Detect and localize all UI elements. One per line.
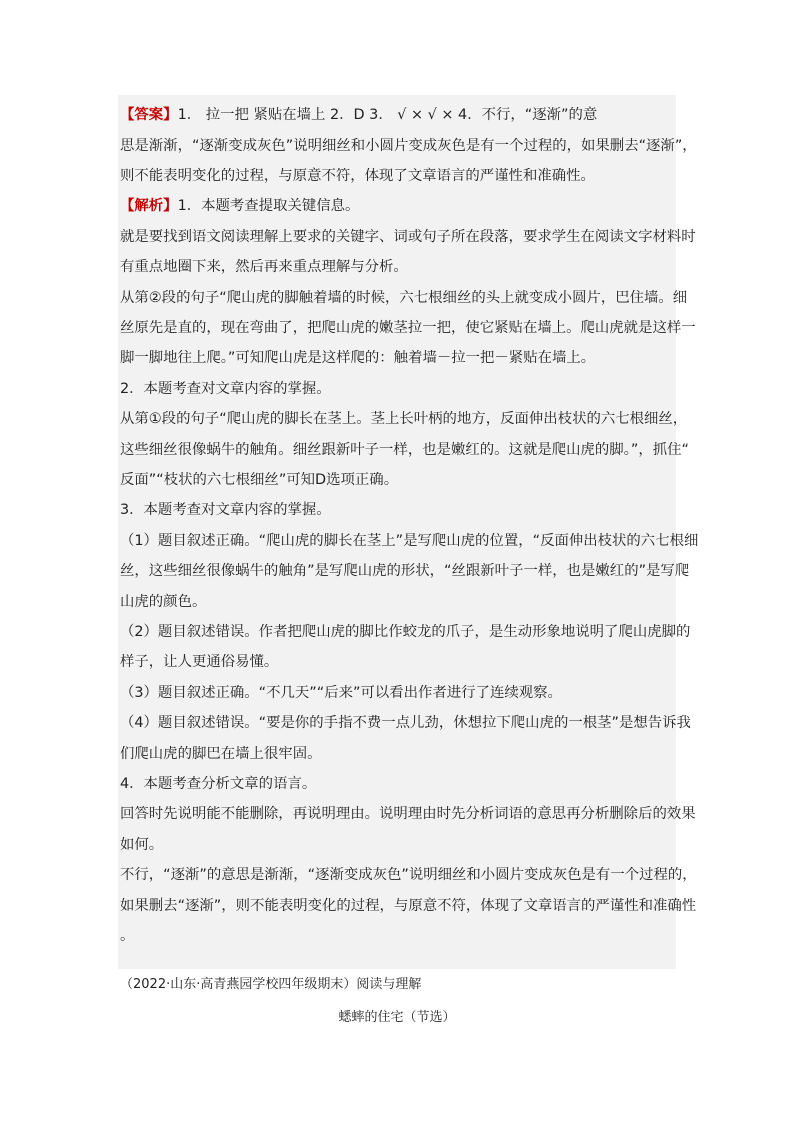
- analysis-text-line: 丝原先是直的，现在弯曲了，把爬山虎的嫩茎拉一把，使它紧贴在墙上。爬山虎就是这样一: [120, 320, 696, 336]
- analysis-line-1-text: 1．本题考查提取关键信息。: [177, 198, 360, 214]
- analysis-text-line: 回答时先说明能不能删除，再说明理由。说明理由时先分析词语的意思再分析删除后的效果: [120, 806, 696, 822]
- analysis-text-line: 如何。: [120, 837, 164, 853]
- analysis-text-line: 。: [120, 928, 135, 944]
- analysis-text-line: （4）题目叙述错误。“要是你的手指不费一点儿劲，休想拉下爬山虎的一根茎”是想告诉我: [120, 715, 691, 731]
- analysis-text-line: 反面”“枝状的六七根细丝”可知D选项正确。: [120, 472, 399, 488]
- question-source: （2022·山东·高青燕园学校四年级期末）阅读与理解: [120, 977, 422, 992]
- analysis-text-line: 从第①段的句子“爬山虎的脚长在茎上。茎上长叶柄的地方，反面伸出枝状的六七根细丝，: [120, 411, 688, 427]
- answer-line-1-text: 1． 拉一把 紧贴在墙上 2．D 3． √ × √ × 4．不行，“逐渐”的意: [177, 107, 598, 123]
- analysis-text-line: 脚一脚地往上爬。”可知爬山虎是这样爬的：触着墙－拉一把－紧贴在墙上。: [120, 350, 596, 366]
- analysis-text-line: 有重点地圈下来，然后再来重点理解与分析。: [120, 259, 408, 275]
- analysis-text-line: （2）题目叙述错误。作者把爬山虎的脚比作蛟龙的爪子，是生动形象地说明了爬山虎脚的: [120, 624, 691, 640]
- analysis-line-1: [120, 196, 359, 216]
- analysis-text-line: 从第②段的句子“爬山虎的脚触着墙的时候，六七根细丝的头上就变成小圆片，巴住墙。细: [120, 290, 688, 306]
- analysis-tag: 【解析】: [120, 198, 178, 214]
- analysis-text-line: 2．本题考查对文章内容的掌握。: [120, 381, 331, 397]
- analysis-text-line: 山虎的颜色。: [120, 594, 207, 610]
- analysis-text-line: 不行，“逐渐”的意思是渐渐，“逐渐变成灰色”说明细丝和小圆片变成灰色是有一个过程的，: [120, 867, 697, 883]
- answer-line-1: [120, 105, 597, 125]
- analysis-text-line: 3．本题考查对文章内容的掌握。: [120, 502, 331, 518]
- analysis-text-line: 就是要找到语文阅读理解上要求的关键字、词或句子所在段落，要求学生在阅读文字材料时: [120, 229, 696, 245]
- analysis-text-line: 这些细丝很像蜗牛的触角。细丝跟新叶子一样，也是嫩红的。这就是爬山虎的脚。”，抓住“: [120, 442, 689, 458]
- answer-line-3: 则不能表明变化的过程，与原意不符，体现了文章语言的严谨性和准确性。: [120, 168, 595, 184]
- answer-tag: 【答案】: [120, 107, 178, 123]
- analysis-text-line: （1）题目叙述正确。“爬山虎的脚长在茎上”是写爬山虎的位置，“反面伸出枝状的六七根细: [120, 533, 699, 549]
- answer-line-2: 思是渐渐，“逐渐变成灰色”说明细丝和小圆片变成灰色是有一个过程的，如果删去“逐渐”，: [120, 138, 697, 154]
- analysis-text-line: 如果删去“逐渐”，则不能表明变化的过程，与原意不符，体现了文章语言的严谨性和准确性: [120, 898, 697, 914]
- analysis-text-line: 4．本题考查分析文章的语言。: [120, 776, 317, 792]
- analysis-text-line: 们爬山虎的脚巴在墙上很牢固。: [120, 746, 322, 762]
- passage-title: 蟋蟀的住宅（节选）: [338, 1010, 456, 1025]
- analysis-text-line: 样子，让人更通俗易懂。: [120, 654, 279, 670]
- analysis-text-line: （3）题目叙述正确。“不几天”“后来”可以看出作者进行了连续观察。: [120, 685, 562, 701]
- analysis-text-line: 丝，这些细丝很像蜗牛的触角”是写爬山虎的形状，“丝跟新叶子一样，也是嫩红的”是写爬: [120, 563, 690, 579]
